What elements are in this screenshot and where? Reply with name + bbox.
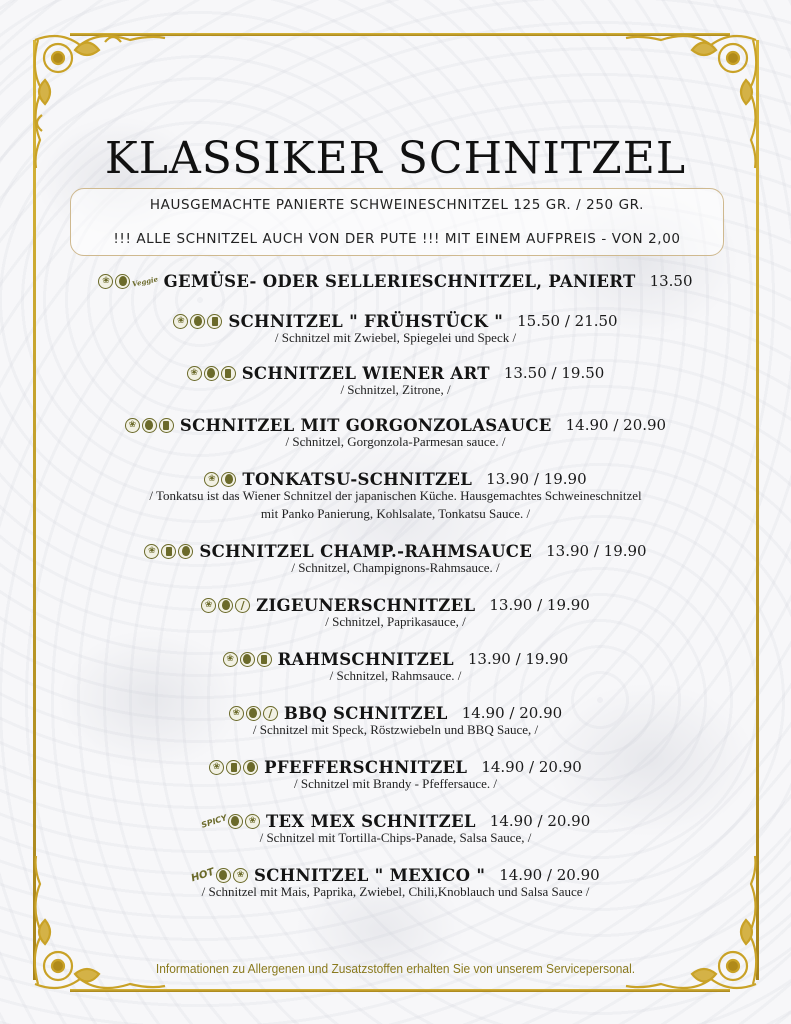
milk-icon bbox=[207, 314, 222, 329]
menu-item bbox=[60, 806, 731, 860]
item-description: / Schnitzel mit Tortilla-Chips-Panade, Salsa Sauce, / bbox=[259, 830, 532, 845]
milk-icon bbox=[226, 760, 241, 775]
egg-icon bbox=[221, 472, 236, 487]
item-price: 13.50 / 19.50 bbox=[503, 364, 605, 382]
item-name: BBQ SCHNITZEL bbox=[283, 703, 448, 723]
grain-icon bbox=[245, 814, 260, 829]
milk-icon bbox=[159, 418, 174, 433]
item-description-cont: mit Panko Panierung, Kohlsalate, Tonkatsu Sauce. / bbox=[260, 506, 531, 521]
item-description: / Schnitzel mit Zwiebel, Spiegelei und Speck / bbox=[274, 330, 517, 345]
item-description: / Schnitzel mit Brandy - Pfeffersauce. / bbox=[293, 776, 497, 791]
item-description: / Schnitzel, Zitrone, / bbox=[340, 382, 451, 397]
milk-icon bbox=[161, 544, 176, 559]
grain-icon bbox=[173, 314, 188, 329]
egg-icon bbox=[243, 760, 258, 775]
veggie-tag-icon: Veggie bbox=[131, 273, 160, 289]
item-price: 14.90 / 20.90 bbox=[481, 758, 582, 776]
menu-item bbox=[60, 464, 731, 536]
item-name: TEX MEX SCHNITZEL bbox=[265, 811, 476, 831]
grain-icon bbox=[209, 760, 224, 775]
item-description: / Schnitzel mit Speck, Röstzwiebeln und BBQ Sauce, / bbox=[252, 722, 539, 737]
allergen-icons bbox=[173, 314, 222, 329]
item-name: SCHNITZEL CHAMP.-RAHMSAUCE bbox=[199, 541, 533, 561]
item-name: RAHMSCHNITZEL bbox=[277, 649, 454, 669]
item-price: 14.90 / 20.90 bbox=[461, 704, 563, 722]
item-name: SCHNITZEL " MEXICO " bbox=[253, 865, 486, 885]
menu-list bbox=[60, 266, 731, 914]
item-price: 13.90 / 19.90 bbox=[486, 470, 587, 488]
egg-icon bbox=[115, 274, 130, 289]
menu-item bbox=[60, 410, 731, 464]
grain-icon bbox=[125, 418, 140, 433]
item-price: 13.90 / 19.90 bbox=[467, 650, 569, 668]
item-price: 13.90 / 19.90 bbox=[489, 596, 590, 614]
grain-icon bbox=[223, 652, 238, 667]
item-price: 14.90 / 20.90 bbox=[565, 416, 667, 434]
item-name: ZIGEUNERSCHNITZEL bbox=[256, 595, 476, 615]
info-box bbox=[70, 188, 724, 256]
grain-icon bbox=[201, 598, 216, 613]
menu-item bbox=[60, 698, 731, 752]
item-price: 14.90 / 20.90 bbox=[489, 812, 591, 830]
allergen-icons bbox=[125, 418, 174, 433]
menu-item bbox=[60, 536, 731, 590]
grain-icon bbox=[187, 366, 202, 381]
egg-icon bbox=[218, 598, 233, 613]
hot-tag-icon: HOT bbox=[190, 866, 217, 884]
egg-icon bbox=[240, 652, 255, 667]
grain-icon bbox=[98, 274, 113, 289]
item-name: SCHNITZEL WIENER ART bbox=[241, 363, 490, 383]
allergen-icons bbox=[191, 868, 248, 883]
allergen-icons bbox=[98, 273, 160, 289]
menu-item bbox=[60, 306, 731, 358]
allergen-info-footer: Informationen zu Allergenen und Zusatzstoffen erhalten Sie von unserem Servicepersonal. bbox=[155, 961, 636, 976]
grain-icon bbox=[233, 868, 248, 883]
egg-icon bbox=[216, 868, 231, 883]
item-price: 14.90 / 20.90 bbox=[499, 866, 600, 884]
item-price: 15.50 / 21.50 bbox=[517, 312, 618, 330]
egg-icon bbox=[204, 366, 219, 381]
page-title: KLASSIKER SCHNITZEL bbox=[104, 133, 687, 185]
info-portion-sizes: HAUSGEMACHTE PANIERTE SCHWEINESCHNITZEL 125 GR. / 250 GR. bbox=[149, 197, 645, 213]
milk-icon bbox=[221, 366, 236, 381]
egg-icon bbox=[190, 314, 205, 329]
menu-item bbox=[60, 752, 731, 806]
item-description: / Schnitzel mit Mais, Paprika, Zwiebel, Chili,Knoblauch und Salsa Sauce / bbox=[201, 884, 590, 899]
menu-item bbox=[60, 860, 731, 914]
allergen-icons bbox=[229, 706, 278, 721]
item-description: / Schnitzel, Champignons-Rahmsauce. / bbox=[291, 560, 500, 575]
menu-item bbox=[60, 590, 731, 644]
item-name: SCHNITZEL MIT GORGONZOLASAUCE bbox=[179, 415, 552, 435]
item-name: GEMÜSE- ODER SELLERIESCHNITZEL, PANIERT bbox=[163, 271, 636, 291]
egg-icon bbox=[178, 544, 193, 559]
spicy-tag-icon: SPICY bbox=[199, 812, 228, 830]
celery-icon bbox=[235, 598, 250, 613]
menu-item bbox=[60, 266, 731, 306]
allergen-icons bbox=[201, 814, 260, 829]
grain-icon bbox=[229, 706, 244, 721]
milk-icon bbox=[257, 652, 272, 667]
item-description: / Schnitzel, Paprikasauce, / bbox=[325, 614, 466, 629]
info-turkey-surcharge: !!! ALLE SCHNITZEL AUCH VON DER PUTE !!! MIT EINEM AUFPREIS - VON 2,00 bbox=[113, 231, 681, 247]
item-name: PFEFFERSCHNITZEL bbox=[264, 757, 468, 777]
allergen-icons bbox=[204, 472, 236, 487]
allergen-icons bbox=[209, 760, 258, 775]
allergen-icons bbox=[223, 652, 272, 667]
item-price: 13.50 bbox=[649, 272, 693, 290]
item-name: SCHNITZEL " FRÜHSTÜCK " bbox=[228, 311, 504, 331]
egg-icon bbox=[246, 706, 261, 721]
item-description: / Tonkatsu ist das Wiener Schnitzel der japanischen Küche. Hausgemachtes Schweineschnitzel bbox=[149, 488, 642, 503]
item-price: 13.90 / 19.90 bbox=[546, 542, 647, 560]
menu-item bbox=[60, 644, 731, 698]
allergen-icons bbox=[187, 366, 236, 381]
item-name: TONKATSU-SCHNITZEL bbox=[242, 469, 473, 489]
menu-item bbox=[60, 358, 731, 410]
grain-icon bbox=[204, 472, 219, 487]
allergen-icons bbox=[201, 598, 250, 613]
grain-icon bbox=[144, 544, 159, 559]
egg-icon bbox=[228, 814, 243, 829]
allergen-icons bbox=[144, 544, 193, 559]
item-description: / Schnitzel, Rahmsauce. / bbox=[329, 668, 462, 683]
egg-icon bbox=[142, 418, 157, 433]
item-description: / Schnitzel, Gorgonzola-Parmesan sauce. / bbox=[285, 434, 506, 449]
celery-icon bbox=[263, 706, 278, 721]
